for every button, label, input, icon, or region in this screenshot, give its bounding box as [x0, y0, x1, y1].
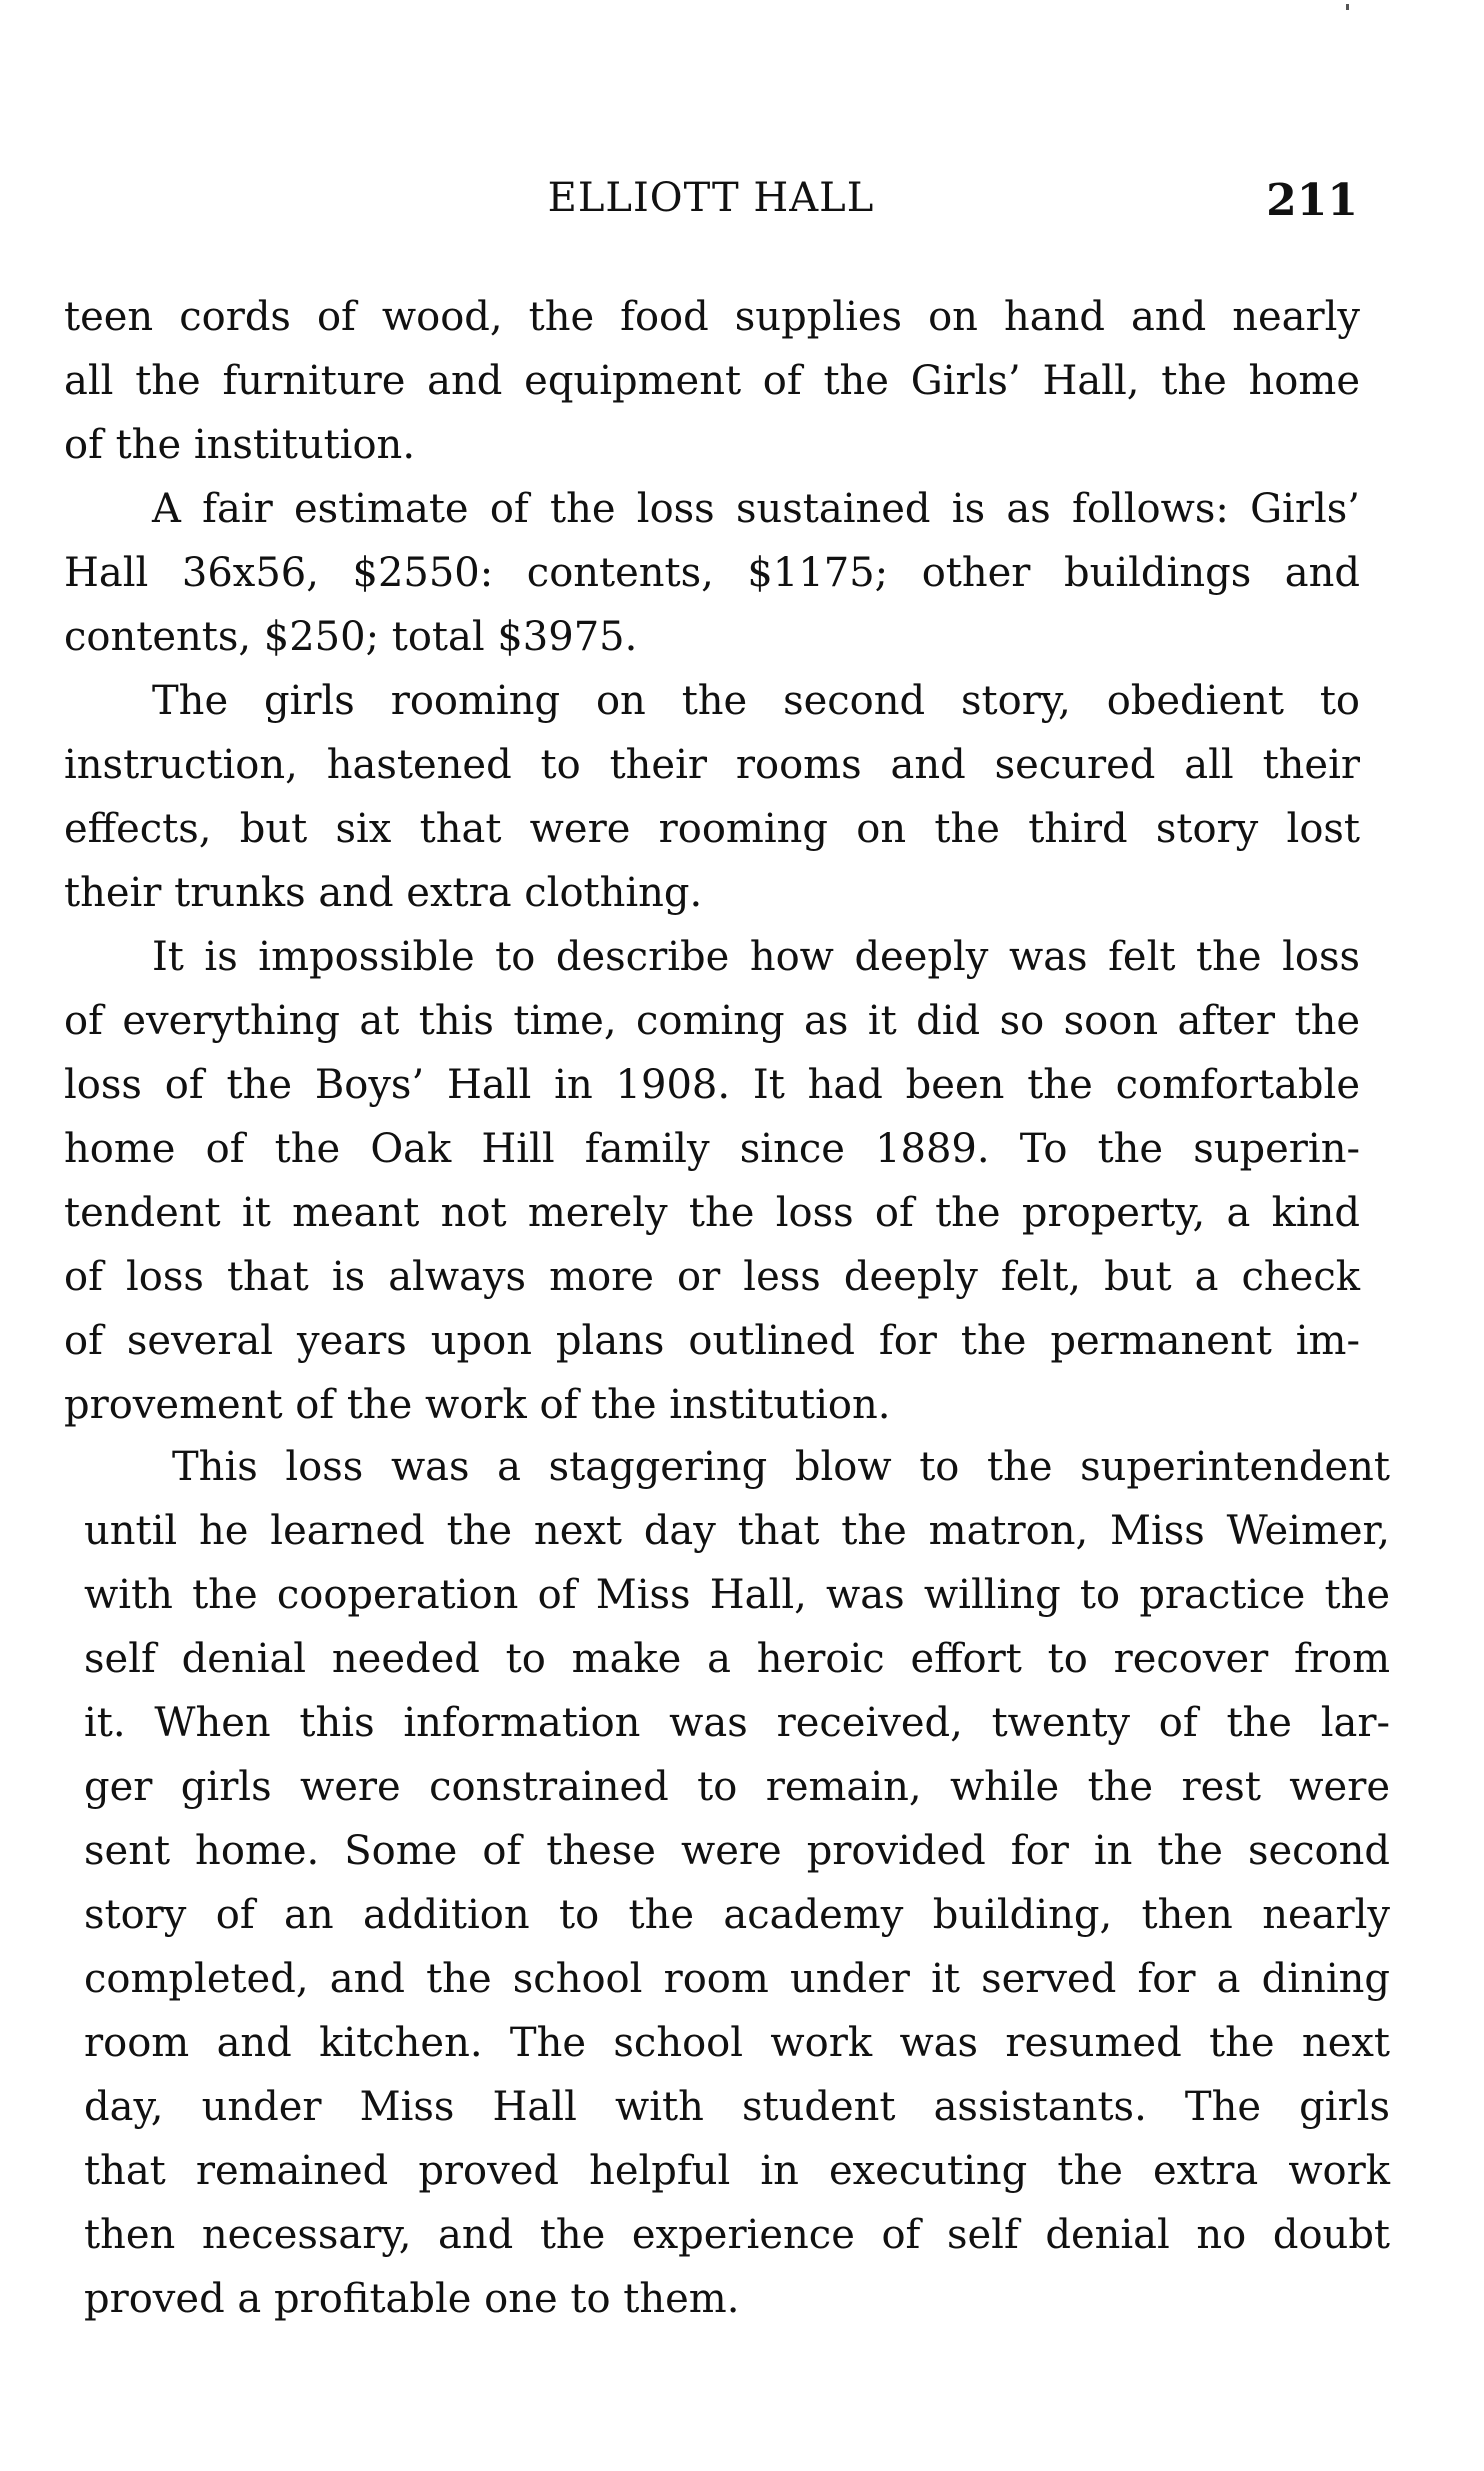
paragraph-start-line: This loss was a staggering blow to the superintendent [172, 1444, 1390, 1490]
text-line: until he learned the next day that the matron, Miss Weimer, [84, 1508, 1390, 1554]
scan-speck [1346, 4, 1349, 10]
text-line: teen cords of wood, the food supplies on hand and nearly [64, 294, 1360, 340]
paragraph-start-line: The girls rooming on the second story, obedient to [152, 678, 1360, 724]
page-header [66, 175, 1356, 235]
text-line: provement of the work of the institution. [64, 1382, 891, 1428]
text-line: that remained proved helpful in executing the extra work [84, 2148, 1390, 2194]
text-line: effects, but six that were rooming on the third story lost [64, 806, 1360, 852]
text-line: then necessary, and the experience of self denial no doubt [84, 2212, 1390, 2258]
text-line: with the cooperation of Miss Hall, was willing to practice the [84, 1572, 1390, 1618]
text-line: sent home. Some of these were provided for in the second [84, 1828, 1390, 1874]
text-line: Hall 36x56, $2550: contents, $1175; other buildings and [64, 550, 1360, 596]
text-line: completed, and the school room under it served for a dining [84, 1956, 1390, 2002]
text-line: day, under Miss Hall with student assistants. The girls [84, 2084, 1390, 2130]
text-line: proved a profitable one to them. [84, 2276, 740, 2322]
paragraph-start-line: A fair estimate of the loss sustained is as follows: Girls’ [152, 486, 1360, 532]
text-line: of everything at this time, coming as it did so soon after the [64, 998, 1360, 1044]
running-title: ELLIOTT HALL [547, 175, 875, 221]
text-line: home of the Oak Hill family since 1889. To the superin- [64, 1126, 1360, 1172]
text-line: room and kitchen. The school work was resumed the next [84, 2020, 1390, 2066]
text-line: loss of the Boys’ Hall in 1908. It had been the comfortable [64, 1062, 1360, 1108]
text-line: their trunks and extra clothing. [64, 870, 703, 916]
text-line: it. When this information was received, twenty of the lar- [84, 1700, 1390, 1746]
text-line: ger girls were constrained to remain, while the rest were [84, 1764, 1390, 1810]
text-line: self denial needed to make a heroic effort to recover from [84, 1636, 1390, 1682]
text-line: contents, $250; total $3975. [64, 614, 638, 660]
text-line: tendent it meant not merely the loss of the property, a kind [64, 1190, 1360, 1236]
body-text-block-2 [84, 1435, 1390, 2331]
text-line: all the furniture and equipment of the Girls’ Hall, the home [64, 358, 1360, 404]
text-line: of loss that is always more or less deeply felt, but a check [64, 1254, 1360, 1300]
text-line: of the institution. [64, 422, 416, 468]
body-text-block-1 [64, 285, 1360, 1437]
text-line: of several years upon plans outlined for the permanent im- [64, 1318, 1360, 1364]
text-line: story of an addition to the academy building, then nearly [84, 1892, 1390, 1938]
text-line: instruction, hastened to their rooms and secured all their [64, 742, 1360, 788]
paragraph-start-line: It is impossible to describe how deeply was felt the loss [152, 934, 1360, 980]
page-number: 211 [1266, 175, 1358, 226]
